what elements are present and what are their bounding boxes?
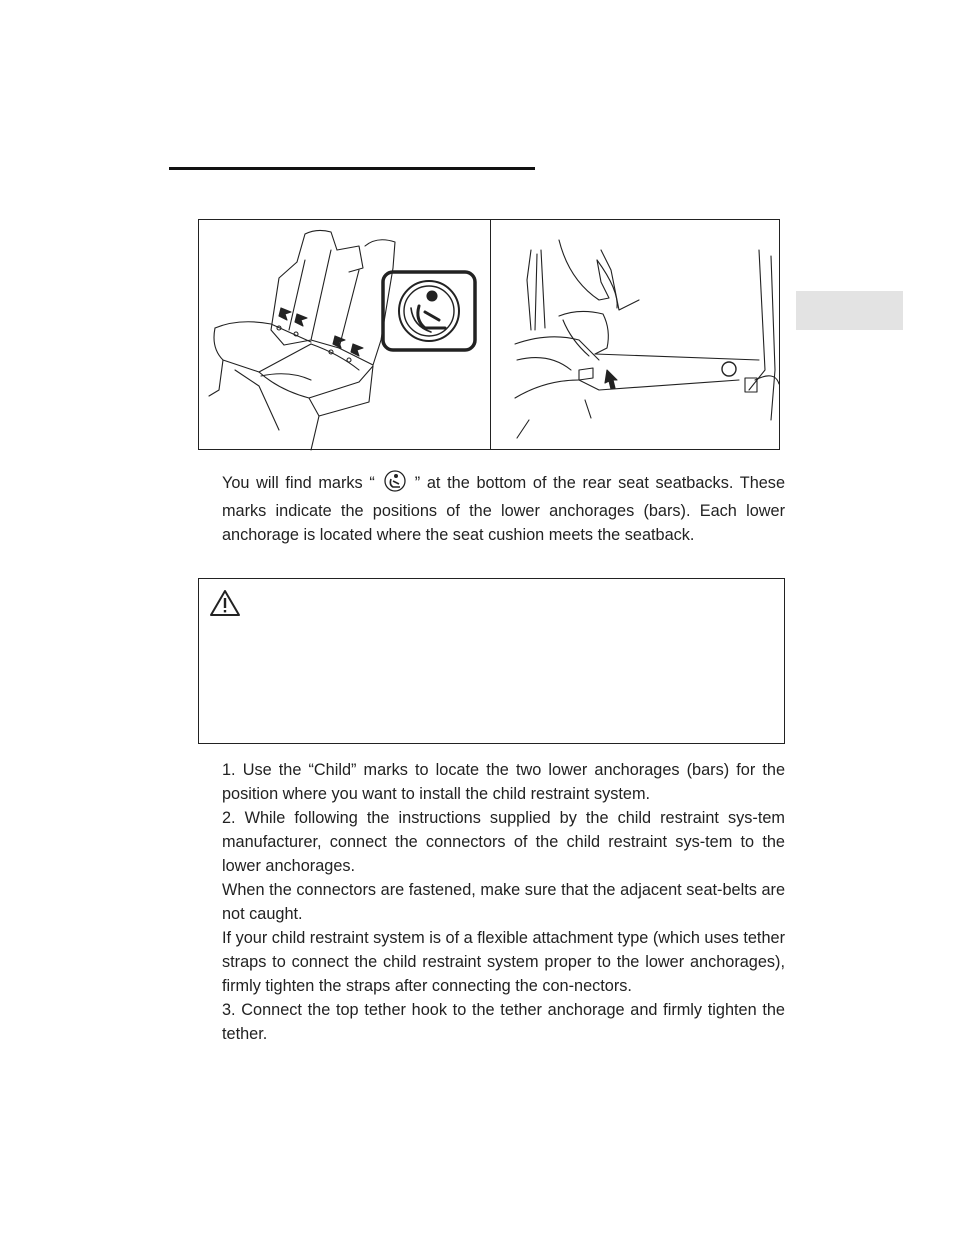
- child-seat-icon: [381, 470, 409, 499]
- step-1: 1. Use the “Child” marks to locate the two lower anchorages (bars) for the position where you want to install the child restraint system.: [222, 761, 785, 803]
- rear-seat-illustration: [198, 219, 780, 450]
- chapter-side-tab: [796, 291, 903, 330]
- step-3: 3. Connect the top tether hook to the tether anchorage and firmly tighten the tether.: [222, 1001, 785, 1043]
- step-2: 2. While following the instructions supplied by the child restraint sys-tem manufacturer, connect the connectors of the child restraint sys-tem to the lower anchorages.: [222, 809, 785, 875]
- step-2-note-seatbelts: When the connectors are fastened, make sure that the adjacent seat-belts are not caught.: [222, 881, 785, 923]
- warning-box: [198, 578, 785, 744]
- figure-divider: [490, 220, 491, 449]
- step-2-note-flexible: If your child restraint system is of a flexible attachment type (which uses tether straps to connect the child restraint system proper to the lower anchorages), firmly tighten the straps after connecting the con-nectors.: [222, 929, 785, 995]
- installation-steps: [222, 758, 785, 1046]
- section-heading-rule: [169, 167, 535, 170]
- intro-text-before: You will find marks “: [222, 474, 375, 492]
- warning-triangle-icon: [209, 589, 241, 617]
- intro-paragraph: [222, 470, 785, 547]
- intro-text-after: ” at the bottom of the rear seat seatbacks. These marks indicate the positions of the lower anchorages (bars). Each lower anchorage is located where the seat cushion meets the seatback.: [222, 474, 785, 544]
